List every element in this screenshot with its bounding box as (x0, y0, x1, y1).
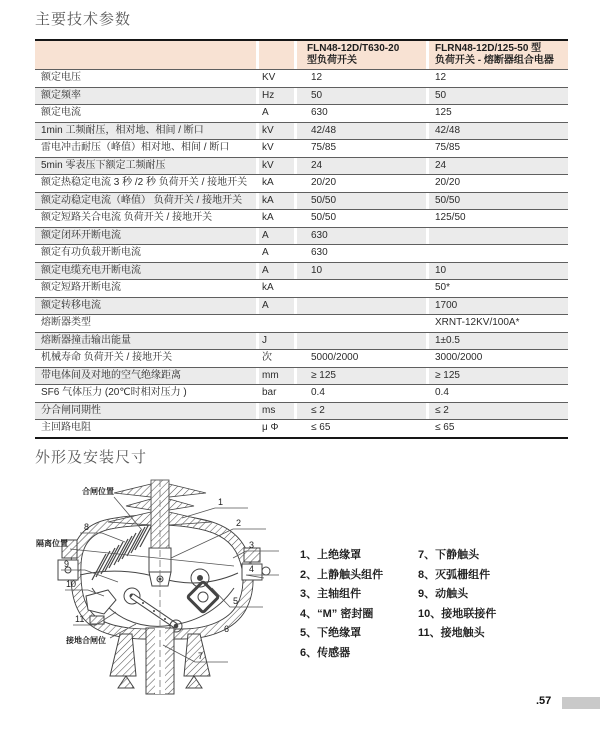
v2-cell: 10 (429, 263, 568, 280)
unit-cell: A (262, 247, 269, 258)
v1-cell: 0.4 (311, 387, 325, 398)
parts-list-item: 8、灭弧栅组件 (418, 568, 491, 581)
v2-cell: 12 (435, 72, 447, 83)
page-number: .57 (536, 695, 552, 707)
callout-number: 8 (84, 522, 90, 532)
table-row (35, 262, 568, 280)
parts-list-item: 5、下绝缘罩 (300, 627, 362, 639)
param-cell: 额定短路关合电流 负荷开关 / 接地开关 (41, 212, 213, 223)
table-row (35, 367, 568, 385)
param-cell: 带电体间及对地的空气绝缘距离 (35, 368, 256, 385)
param-cell: 额定有功负载开断电流 (41, 247, 141, 258)
v1-cell: 630 (311, 247, 328, 258)
header-unit-cell (259, 41, 294, 69)
param-cell: 雷电冲击耐压（峰值）相对地、相间 / 断口 (41, 142, 230, 153)
v2-cell (429, 228, 568, 245)
unit-cell: μ Φ (262, 422, 279, 433)
v1-cell: 630 (311, 107, 328, 118)
spec-table (35, 39, 568, 439)
table-row (35, 384, 568, 402)
table-row (35, 297, 568, 315)
table-row (35, 402, 568, 420)
section-title-dimensions: 外形及安装尺寸 (35, 449, 148, 466)
v2-cell: 50* (435, 282, 451, 293)
param-cell: 额定热稳定电流 3 秒 /2 秒 负荷开关 / 接地开关 (41, 177, 248, 188)
v1-cell: 12 (311, 72, 323, 83)
main-shaft-mechanism (124, 569, 219, 632)
unit-cell: Hz (259, 88, 294, 105)
v1-cell (297, 315, 426, 332)
param-cell: 额定电缆充电开断电流 (35, 263, 256, 280)
v1-cell: 24 (297, 158, 426, 175)
unit-cell: A (259, 228, 294, 245)
callout-number: 6 (224, 624, 230, 634)
v1-cell: 20/20 (311, 177, 337, 188)
unit-cell (259, 315, 294, 332)
v2-cell: ≤ 2 (429, 403, 568, 420)
callout-number: 2 (236, 518, 242, 528)
table-row (35, 279, 568, 297)
svg-text:合闸位置: 合闸位置 (82, 487, 114, 496)
unit-cell: KV (262, 72, 276, 83)
parts-list-left (300, 546, 383, 663)
v2-cell: 125 (435, 107, 452, 118)
unit-cell: mm (259, 368, 294, 385)
v1-cell (297, 333, 426, 350)
table-row (35, 174, 568, 192)
table-row (35, 157, 568, 175)
table-row (35, 122, 568, 140)
header-col-flrn-line1: FLRN48-12D/125-50 型 (435, 43, 542, 54)
v2-cell: 75/85 (435, 142, 461, 153)
v1-cell: ≤ 2 (297, 403, 426, 420)
table-row (35, 209, 568, 227)
v2-cell: ≤ 65 (435, 422, 455, 433)
table-row (35, 332, 568, 350)
v1-cell: 50 (297, 88, 426, 105)
header-col-fln (297, 41, 426, 69)
parts-list-item: 11、接地触头 (418, 627, 485, 639)
table-row (35, 139, 568, 157)
svg-text:接地合闸位: 接地合闸位 (66, 636, 106, 645)
v2-cell: XRNT-12KV/100A* (435, 317, 520, 328)
v1-cell (297, 280, 426, 297)
unit-cell: kV (259, 158, 294, 175)
parts-list-item: 9、动触头 (418, 588, 469, 600)
table-row (35, 192, 568, 210)
unit-cell: A (259, 298, 294, 315)
callout-1 (182, 497, 248, 518)
callout-number: 10 (66, 579, 77, 589)
unit-cell: kA (259, 193, 294, 210)
callout-number: 3 (249, 540, 255, 550)
callout-6 (224, 624, 229, 634)
param-cell: 额定转移电流 (35, 298, 256, 315)
param-cell: 1min 工频耐压，相对地、相间 / 断口 (35, 123, 256, 140)
v2-cell: 20/20 (435, 177, 461, 188)
callout-number: 9 (64, 559, 70, 569)
unit-cell: A (262, 107, 269, 118)
callout-number: 4 (249, 564, 255, 574)
v1-cell: 630 (297, 228, 426, 245)
v1-cell: 5000/2000 (311, 352, 359, 363)
table-row (35, 104, 568, 122)
param-cell: 分合闸同期性 (35, 403, 256, 420)
parts-list-item: 4、“M” 密封圈 (300, 607, 374, 620)
param-cell: 熔断器类型 (41, 317, 91, 328)
v2-cell: ≥ 125 (429, 368, 568, 385)
section-title-parameters: 主要技术参数 (35, 11, 132, 28)
v2-cell: 1700 (429, 298, 568, 315)
v1-cell: 75/85 (311, 142, 337, 153)
spec-table-body (35, 69, 568, 437)
parts-list-item: 6、传感器 (300, 646, 351, 659)
param-cell: 额定电压 (41, 72, 81, 83)
v2-cell: 3000/2000 (435, 352, 483, 363)
unit-cell: kA (262, 177, 274, 188)
unit-cell: ms (259, 403, 294, 420)
callout-number: 1 (218, 497, 224, 507)
v2-cell (429, 245, 568, 262)
unit-cell: kV (259, 123, 294, 140)
header-col-flrn (429, 41, 568, 69)
table-row (35, 314, 568, 332)
table-row (35, 227, 568, 245)
param-cell: 5min 零表压下额定工频耐压 (35, 158, 256, 175)
param-cell: 主回路电阻 (41, 422, 91, 433)
header-col-flrn-line2: 负荷开关 - 熔断器组合电器 (435, 55, 554, 66)
param-cell: 额定短路开断电流 (41, 282, 121, 293)
unit-cell: A (259, 263, 294, 280)
param-cell: 机械寿命 负荷开关 / 接地开关 (41, 352, 173, 363)
v1-cell: 10 (297, 263, 426, 280)
unit-cell: J (259, 333, 294, 350)
v1-cell: ≤ 65 (311, 422, 331, 433)
callout-10 (65, 579, 104, 596)
header-col-fln-line1: FLN48-12D/T630-20 (307, 43, 400, 54)
unit-cell: kA (262, 212, 274, 223)
param-cell: 额定电流 (41, 107, 81, 118)
param-cell: 额定闭环开断电流 (35, 228, 256, 245)
param-cell: 熔断器撞击输出能量 (35, 333, 256, 350)
param-cell: 额定动稳定电流（峰值） 负荷开关 / 接地开关 (35, 193, 256, 210)
unit-cell: bar (262, 387, 277, 398)
unit-cell: kV (262, 142, 274, 153)
v1-cell (297, 298, 426, 315)
sectional-drawing (30, 478, 300, 708)
callout-number: 5 (233, 596, 239, 606)
v1-cell: 42/48 (297, 123, 426, 140)
v1-cell: ≥ 125 (297, 368, 426, 385)
v2-cell: 125/50 (435, 212, 466, 223)
v2-cell: 42/48 (429, 123, 568, 140)
parts-list-item: 2、上静触头组件 (300, 568, 384, 581)
table-row (35, 69, 568, 87)
v2-cell: 50/50 (429, 193, 568, 210)
param-cell: SF6 气体压力 (20℃时相对压力 ) (41, 387, 187, 398)
parts-list-item: 3、主轴组件 (300, 588, 362, 600)
callout-number: 7 (198, 651, 204, 661)
unit-cell: 次 (262, 352, 272, 363)
spec-table-header (35, 41, 568, 69)
v2-cell: 50 (429, 88, 568, 105)
v2-cell: 1±0.5 (429, 333, 568, 350)
svg-text:隔离位置: 隔离位置 (36, 539, 68, 548)
parts-list-item: 1、上绝缘罩 (300, 549, 362, 561)
parts-list-item: 7、下静触头 (418, 549, 480, 561)
v2-cell: 0.4 (435, 387, 449, 398)
header-param-cell (35, 41, 256, 69)
unit-cell: kA (262, 282, 274, 293)
table-row (35, 349, 568, 367)
v2-cell: 24 (429, 158, 568, 175)
footer-bar (562, 697, 600, 709)
table-row (35, 87, 568, 105)
parts-list-item: 10、接地联接件 (418, 607, 497, 620)
callout-number: 11 (75, 614, 85, 624)
table-row (35, 244, 568, 262)
param-cell: 额定频率 (35, 88, 256, 105)
v1-cell: 50/50 (297, 193, 426, 210)
header-col-fln-line2: 型负荷开关 (307, 55, 357, 66)
v1-cell: 50/50 (311, 212, 337, 223)
table-row (35, 419, 568, 437)
parts-list-right (418, 546, 496, 644)
